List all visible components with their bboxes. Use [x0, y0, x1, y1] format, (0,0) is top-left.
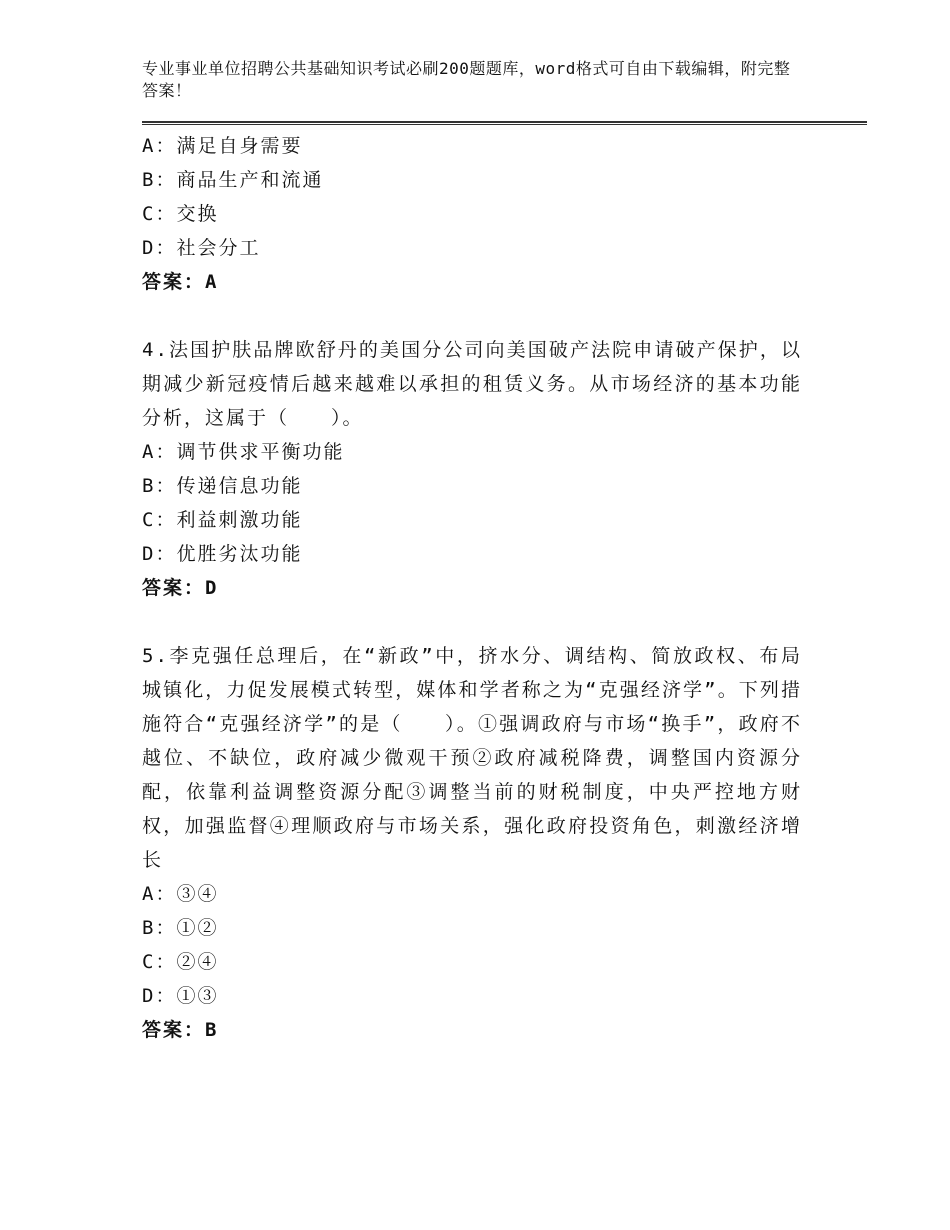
- option-b: B：传递信息功能: [142, 475, 303, 497]
- option-d: D：优胜劣汰功能: [142, 543, 303, 565]
- option-a: A：满足自身需要: [142, 135, 303, 157]
- header-divider: [142, 121, 867, 125]
- option-c: C：②④: [142, 951, 219, 973]
- option-d: D：①③: [142, 985, 219, 1007]
- answer-label: 答案：A: [142, 271, 219, 293]
- option-b: B：①②: [142, 917, 219, 939]
- question-list: [142, 129, 802, 1047]
- option-a: A：调节供求平衡功能: [142, 441, 345, 463]
- question-block-5: [142, 639, 802, 1047]
- question-stem: 4.法国护肤品牌欧舒丹的美国分公司向美国破产法院申请破产保护，以期减少新冠疫情后越来越难以承担的租赁义务。从市场经济的基本功能分析，这属于（ ）。: [142, 339, 802, 429]
- option-d: D：社会分工: [142, 237, 261, 259]
- question-block-3: [142, 129, 802, 299]
- page-header: 专业事业单位招聘公共基础知识考试必刷200题题库，word格式可自由下载编辑，附完整答案！: [142, 59, 791, 100]
- answer-label: 答案：D: [142, 577, 219, 599]
- option-c: C：利益刺激功能: [142, 509, 303, 531]
- option-b: B：商品生产和流通: [142, 169, 324, 191]
- answer-label: 答案：B: [142, 1019, 219, 1041]
- option-c: C：交换: [142, 203, 219, 225]
- question-stem: 5.李克强任总理后，在“新政”中，挤水分、调结构、简放政权、布局城镇化，力促发展模式转型，媒体和学者称之为“克强经济学”。下列措施符合“克强经济学”的是（ ）。①强调政府与市场“换手”，政府不越位、不缺位，政府减少微观干预②政府减税降费，调整国内资源分配，依靠利益调整资源分配③调整当前的财税制度，中央严控地方财权，加强监督④理顺政府与市场关系，强化政府投资角色，刺激经济增长: [142, 645, 802, 871]
- question-block-4: [142, 333, 802, 605]
- option-a: A：③④: [142, 883, 219, 905]
